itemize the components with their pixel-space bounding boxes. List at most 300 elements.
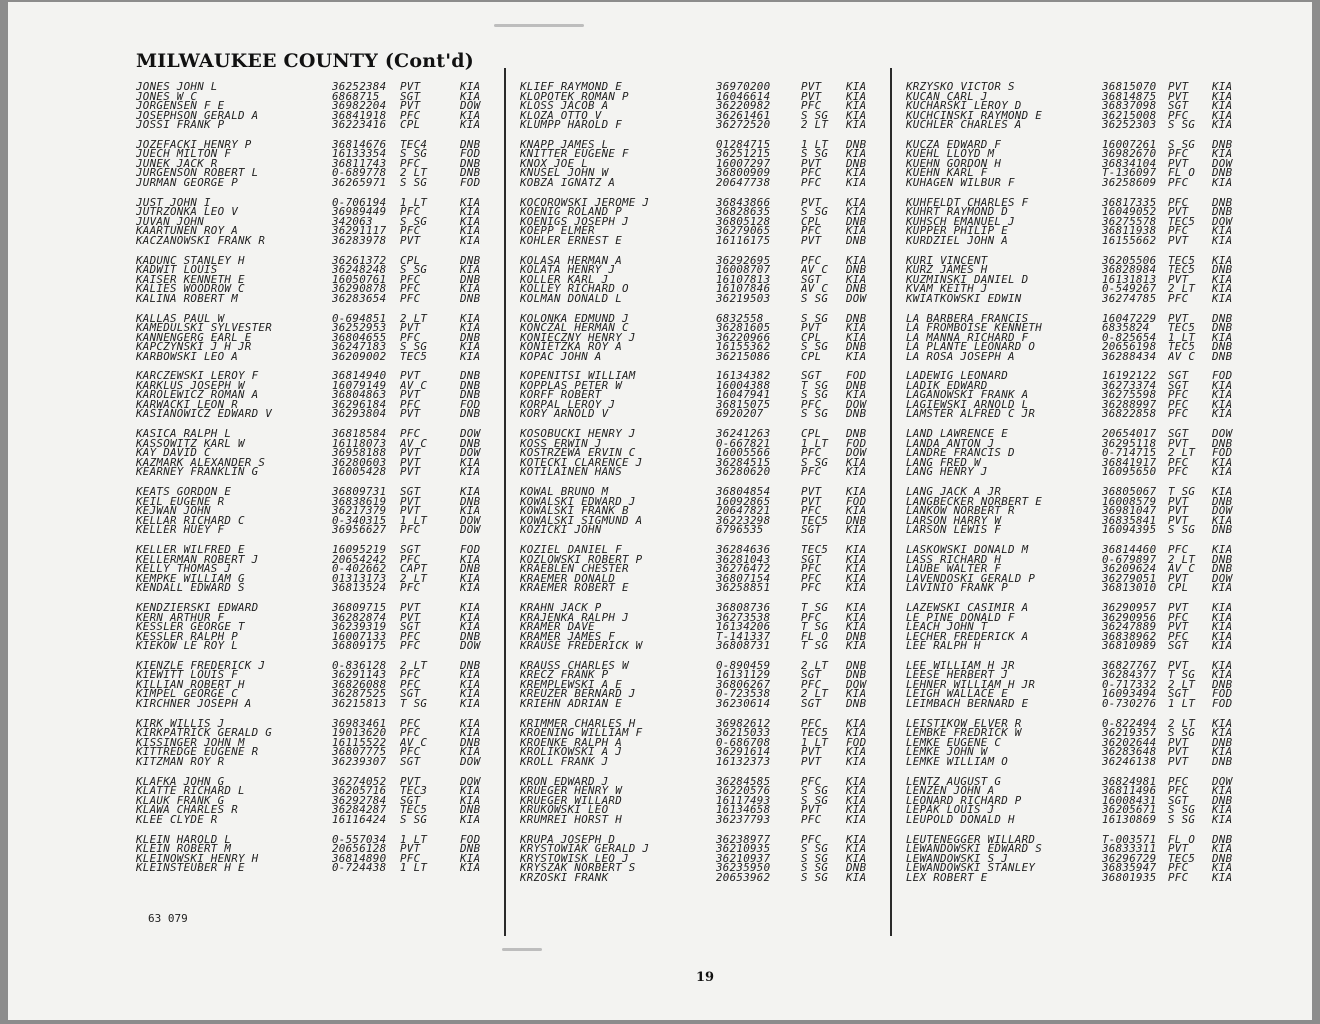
rank: S SG [801, 844, 829, 854]
status: DOW [1212, 158, 1233, 169]
serial-number: 36811938 [1102, 226, 1157, 236]
rank: PVT [1168, 603, 1189, 613]
serial-number: 16047941 [716, 390, 771, 400]
roster-entry [136, 815, 496, 825]
rank: PFC [1168, 612, 1189, 623]
soldier-name: KEJWAN JOHN [136, 506, 211, 516]
rank: PVT [400, 457, 421, 468]
serial-number: 36826088 [332, 679, 387, 690]
roster-group [136, 140, 496, 188]
rank: PFC [801, 834, 822, 845]
roster-entry [520, 409, 890, 419]
roster-entry [906, 400, 1244, 410]
serial-number: 36210937 [716, 853, 771, 864]
rank: PFC [1168, 467, 1189, 477]
serial-number: 6920207 [716, 409, 764, 419]
roster-entry [136, 371, 496, 381]
soldier-name: KARKLUS JOSEPH W [136, 380, 245, 391]
soldier-name: KLOZA OTTO V [520, 110, 602, 120]
rank: PFC [400, 274, 421, 285]
serial-number: 0-340315 [332, 515, 387, 526]
status: DNB [1212, 168, 1233, 178]
serial-number: 36220966 [716, 332, 771, 343]
scan-smudge [494, 24, 584, 27]
serial-number: 36809731 [332, 487, 387, 497]
serial-number: 36815070 [1102, 82, 1157, 92]
soldier-name: KITTREDGE EUGENE R [136, 747, 259, 757]
rank: PFC [400, 718, 421, 729]
rank: 1 LT [1168, 698, 1196, 709]
column-divider [504, 68, 506, 936]
roster-entry [136, 82, 496, 92]
soldier-name: KRIEHN ADRIAN E [520, 698, 623, 709]
roster-entry [906, 728, 1244, 738]
rank: PFC [400, 429, 421, 439]
status: DNB [460, 255, 481, 266]
roster-entry [136, 159, 496, 169]
roster-entry [136, 217, 496, 227]
rank: PFC [801, 467, 822, 477]
serial-number: 36814676 [332, 139, 387, 150]
rank: PFC [801, 814, 822, 825]
status: FOD [846, 496, 867, 507]
soldier-name: LANDA ANTON J [906, 438, 995, 449]
rank: S SG [801, 786, 829, 796]
status: KIA [460, 110, 481, 120]
soldier-name: LEMKE JOHN W [906, 747, 988, 757]
serial-number: 36274785 [1102, 293, 1157, 304]
status: KIA [846, 525, 867, 535]
rank: S SG [400, 265, 428, 275]
status: KIA [1212, 814, 1233, 825]
soldier-name: LASS RICHARD H [906, 554, 1002, 565]
roster-entry [136, 226, 496, 236]
roster-group [520, 429, 890, 477]
serial-number: 36252953 [332, 323, 387, 333]
soldier-name: KOWAL BRUNO M [520, 487, 609, 497]
rank: SGT [400, 689, 421, 699]
roster-group [136, 314, 496, 362]
serial-number: 36982670 [1102, 149, 1157, 159]
status: KIA [1212, 457, 1233, 468]
rank: PVT [801, 235, 822, 246]
soldier-name: LEESE HERBERT J [906, 670, 1009, 680]
soldier-name: LADIK EDWARD [906, 380, 988, 391]
roster-entry [906, 409, 1244, 419]
rank: 2 LT [801, 660, 829, 671]
soldier-name: KRUKOWSKI LEO [520, 805, 609, 815]
roster-entry [136, 545, 496, 555]
roster-entry [520, 728, 890, 738]
status: KIA [1212, 255, 1233, 266]
soldier-name: KOCOROWSKI JEROME J [520, 197, 650, 208]
serial-number: 16007261 [1102, 139, 1157, 150]
soldier-name: KOHLER ERNEST E [520, 235, 623, 246]
rank: PFC [1168, 197, 1189, 208]
soldier-name: JONES JOHN L [136, 82, 218, 92]
roster-entry [520, 487, 890, 497]
rank: PVT [1168, 515, 1189, 526]
rank: S SG [801, 853, 829, 864]
serial-number: 0-679897 [1102, 554, 1157, 565]
status: DNB [1212, 342, 1233, 352]
serial-number: 36296184 [332, 399, 387, 410]
soldier-name: KIEKOW LE ROY L [136, 641, 239, 651]
serial-number: 36983461 [332, 718, 387, 729]
rank: TEC5 [1168, 255, 1196, 266]
soldier-name: KARBOWSKI LEO A [136, 351, 239, 362]
serial-number: 36833311 [1102, 844, 1157, 854]
rank: SGT [801, 670, 822, 680]
roster-group [906, 140, 1244, 188]
roster-entry [906, 198, 1244, 208]
status: KIA [1212, 515, 1233, 526]
roster-entry [520, 670, 890, 680]
soldier-name: KOTECKI CLARENCE J [520, 457, 643, 468]
soldier-name: KLEIN HAROLD L [136, 834, 232, 845]
status: KIA [846, 564, 867, 574]
roster-entry [906, 689, 1244, 699]
roster-entry [906, 178, 1244, 188]
serial-number: 36809175 [332, 641, 387, 651]
status: DNB [846, 863, 867, 873]
rank: PVT [801, 197, 822, 208]
roster-entry [136, 381, 496, 391]
roster-group [520, 314, 890, 362]
rank: PFC [801, 506, 822, 516]
serial-number: 16079149 [332, 380, 387, 391]
serial-number: 16155662 [1102, 235, 1157, 246]
roster-group [520, 603, 890, 651]
status: DNB [1212, 496, 1233, 507]
rank: PFC [1168, 226, 1189, 236]
status: DNB [460, 168, 481, 178]
serial-number: 36217379 [332, 506, 387, 516]
status: DOW [460, 776, 481, 787]
soldier-name: KALINA ROBERT M [136, 293, 239, 304]
soldier-name: KUCHLER CHARLES A [906, 120, 1022, 130]
roster-column-3 [906, 82, 1244, 892]
soldier-name: KOLASA HERMAN A [520, 255, 623, 266]
roster-entry [520, 198, 890, 208]
soldier-name: JURGENSON ROBERT L [136, 168, 259, 178]
status: KIA [460, 457, 481, 468]
status: KIA [1212, 110, 1233, 120]
soldier-name: LAVENDOSKI GERALD P [906, 573, 1036, 584]
soldier-name: LECHER FREDERICK A [906, 631, 1029, 642]
rank: SGT [1168, 689, 1189, 699]
roster-group [136, 256, 496, 304]
serial-number: 01284715 [716, 139, 771, 150]
rank: PVT [400, 390, 421, 400]
status: KIA [846, 457, 867, 468]
roster-entry [906, 719, 1244, 729]
soldier-name: KALIES WOODROW C [136, 284, 245, 294]
roster-entry [520, 805, 890, 815]
soldier-name: LEACH JOHN T [906, 622, 988, 632]
roster-group [520, 661, 890, 709]
rank: PFC [1168, 293, 1189, 304]
rank: S SG [801, 390, 829, 400]
status: KIA [460, 622, 481, 632]
soldier-name: KRZOSKI FRANK [520, 872, 609, 883]
roster-entry [906, 275, 1244, 285]
soldier-name: KOLLEY RICHARD O [520, 284, 629, 294]
status: KIA [460, 284, 481, 294]
rank: PFC [400, 110, 421, 120]
roster-entry [136, 409, 496, 419]
soldier-name: KELLAR RICHARD C [136, 515, 245, 526]
serial-number: 36251215 [716, 149, 771, 159]
serial-number: 36258609 [1102, 177, 1157, 188]
serial-number: 36273538 [716, 612, 771, 623]
serial-number: 20656198 [1102, 342, 1157, 352]
status: DNB [460, 332, 481, 343]
soldier-name: KACZANOWSKI FRANK R [136, 235, 266, 246]
roster-entry [906, 120, 1244, 130]
status: KIA [846, 844, 867, 854]
serial-number: 16155362 [716, 342, 771, 352]
rank: PFC [1168, 457, 1189, 468]
status: KIA [1212, 583, 1233, 593]
serial-number: 36807154 [716, 573, 771, 584]
serial-number: 16130869 [1102, 814, 1157, 825]
rank: AV C [1168, 564, 1196, 574]
rank: 2 LT [1168, 448, 1196, 458]
roster-entry [520, 448, 890, 458]
serial-number: 36827767 [1102, 660, 1157, 671]
serial-number: 0-686708 [716, 737, 771, 748]
roster-entry [906, 574, 1244, 584]
roster-entry [520, 140, 890, 150]
serial-number: 36276472 [716, 564, 771, 574]
soldier-name: KRAUSS CHARLES W [520, 660, 629, 671]
rank: S SG [801, 293, 829, 304]
serial-number: 36247889 [1102, 622, 1157, 632]
status: DNB [1212, 834, 1233, 845]
status: KIA [846, 82, 867, 92]
rank: 2 LT [400, 168, 428, 178]
roster-entry [136, 439, 496, 449]
rank: PFC [1168, 177, 1189, 188]
serial-number: 36246138 [1102, 756, 1157, 767]
soldier-name: KORFF ROBERT [520, 390, 602, 400]
soldier-name: JURMAN GEORGE P [136, 177, 239, 188]
roster-group [520, 835, 890, 883]
roster-entry [520, 786, 890, 796]
soldier-name: LEISTIKOW ELVER R [906, 718, 1022, 729]
soldier-name: KRUEGER WILLARD [520, 795, 623, 806]
status: KIA [846, 120, 867, 130]
roster-entry [136, 265, 496, 275]
soldier-name: KRUPA JOSEPH D [520, 834, 616, 845]
roster-group [906, 198, 1244, 246]
status: KIA [460, 679, 481, 690]
rank: PVT [1168, 207, 1189, 217]
soldier-name: LEMKE WILLIAM O [906, 756, 1009, 767]
soldier-name: KREMPLEWSKI A E [520, 679, 623, 690]
rank: PVT [400, 612, 421, 623]
roster-entry [136, 342, 496, 352]
serial-number: 36261461 [716, 110, 771, 120]
soldier-name: KOZICKI JOHN [520, 525, 602, 535]
document-page [8, 2, 1312, 1020]
roster-entry [906, 670, 1244, 680]
rank: SGT [400, 487, 421, 497]
rank: AV C [801, 284, 829, 294]
serial-number: 36808736 [716, 603, 771, 613]
serial-number: 36814940 [332, 371, 387, 381]
roster-entry [520, 641, 890, 651]
status: KIA [846, 226, 867, 236]
status: DNB [1212, 795, 1233, 806]
roster-entry [520, 149, 890, 159]
roster-entry [906, 256, 1244, 266]
serial-number: 16007297 [716, 158, 771, 169]
serial-number: 36290957 [1102, 603, 1157, 613]
serial-number: 36292784 [332, 795, 387, 806]
roster-group [906, 661, 1244, 709]
status: KIA [846, 728, 867, 738]
status: KIA [1212, 487, 1233, 497]
rank: S SG [400, 216, 428, 227]
soldier-name: LARSON LEWIS F [906, 525, 1002, 535]
rank: PVT [1168, 747, 1189, 757]
roster-entry [136, 333, 496, 343]
roster-entry [520, 275, 890, 285]
serial-number: 36284287 [332, 805, 387, 815]
serial-number: 36273374 [1102, 380, 1157, 391]
roster-entry [906, 314, 1244, 324]
serial-number: 36817335 [1102, 197, 1157, 208]
roster-entry [520, 178, 890, 188]
roster-entry [136, 400, 496, 410]
roster-entry [906, 284, 1244, 294]
soldier-name: LEUTENEGGER WILLARD [906, 834, 1036, 845]
serial-number: 36291614 [716, 747, 771, 757]
roster-entry [520, 777, 890, 787]
soldier-name: LANKOW NORBERT R [906, 506, 1015, 516]
rank: PFC [400, 679, 421, 690]
serial-number: 36956627 [332, 525, 387, 535]
roster-entry [136, 111, 496, 121]
roster-entry [906, 217, 1244, 227]
status: FOD [1212, 448, 1233, 458]
soldier-name: KUCAN CARL J [906, 91, 988, 101]
rank: PFC [801, 718, 822, 729]
soldier-name: KRZYSKO VICTOR S [906, 82, 1015, 92]
serial-number: 16050761 [332, 274, 387, 285]
serial-number: 16133354 [332, 149, 387, 159]
serial-number: 36223416 [332, 120, 387, 130]
rank: S SG [801, 313, 829, 324]
serial-number: 36215086 [716, 351, 771, 362]
status: KIA [1212, 380, 1233, 391]
roster-group [520, 371, 890, 419]
roster-entry [906, 467, 1244, 477]
soldier-name: KRUEGER HENRY W [520, 786, 623, 796]
rank: PFC [400, 853, 421, 864]
serial-number: 36813010 [1102, 583, 1157, 593]
soldier-name: JONES W C [136, 91, 198, 101]
status: DNB [1212, 554, 1233, 565]
rank: PFC [801, 573, 822, 584]
soldier-name: KRAEMER DONALD [520, 573, 616, 584]
status: DNB [846, 409, 867, 419]
serial-number: 36202644 [1102, 737, 1157, 748]
soldier-name: KIRK WILLIS J [136, 718, 225, 729]
rank: AV C [400, 737, 428, 748]
serial-number: 36809715 [332, 603, 387, 613]
roster-entry [906, 371, 1244, 381]
rank: PFC [400, 583, 421, 593]
serial-number: 36215813 [332, 698, 387, 709]
soldier-name: KALLAS PAUL W [136, 313, 225, 324]
status: DNB [460, 844, 481, 854]
soldier-name: KEIL EUGENE R [136, 496, 225, 507]
roster-entry [906, 835, 1244, 845]
rank: 1 LT [400, 197, 428, 208]
rank: PVT [400, 323, 421, 333]
roster-entry [520, 256, 890, 266]
serial-number: 36237793 [716, 814, 771, 825]
soldier-name: KURDZIEL JOHN A [906, 235, 1009, 246]
rank: PVT [801, 323, 822, 333]
status: KIA [846, 718, 867, 729]
roster-entry [136, 497, 496, 507]
soldier-name: KLUMPP HAROLD F [520, 120, 623, 130]
roster-entry [906, 863, 1244, 873]
roster-entry [136, 314, 496, 324]
roster-group [136, 429, 496, 477]
status: DOW [1212, 776, 1233, 787]
serial-number: 36281043 [716, 554, 771, 565]
roster-group [136, 835, 496, 873]
rank: TEC3 [400, 786, 428, 796]
rank: TEC5 [801, 728, 829, 738]
status: KIA [1212, 177, 1233, 188]
serial-number: 16095650 [1102, 467, 1157, 477]
soldier-name: KRIMMER CHARLES H [520, 718, 636, 729]
serial-number: 6832558 [716, 313, 764, 324]
status: KIA [460, 487, 481, 497]
roster-group [906, 314, 1244, 362]
rank: TEC5 [801, 515, 829, 526]
serial-number: 36239307 [332, 756, 387, 767]
rank: PFC [400, 670, 421, 680]
soldier-name: KELLY THOMAS J [136, 564, 232, 574]
serial-number: 36808731 [716, 641, 771, 651]
serial-number: 16008431 [1102, 795, 1157, 806]
roster-entry [520, 661, 890, 671]
roster-group [136, 545, 496, 593]
serial-number: 36806267 [716, 679, 771, 690]
roster-entry [906, 323, 1244, 333]
rank: TEC5 [1168, 265, 1196, 275]
soldier-name: KUEHL LLOYD M [906, 149, 995, 159]
rank: 1 LT [1168, 332, 1196, 343]
rank: 2 LT [400, 313, 428, 324]
status: KIA [846, 207, 867, 217]
roster-entry [136, 670, 496, 680]
status: DNB [846, 698, 867, 709]
soldier-name: KANNENGERG EARL E [136, 332, 252, 343]
soldier-name: KUCZA EDWARD F [906, 139, 1002, 150]
rank: 1 LT [400, 863, 428, 873]
serial-number: 16107813 [716, 274, 771, 285]
soldier-name: KRAJENKA RALPH J [520, 612, 629, 623]
soldier-name: KOLONKA EDMUND J [520, 313, 629, 324]
